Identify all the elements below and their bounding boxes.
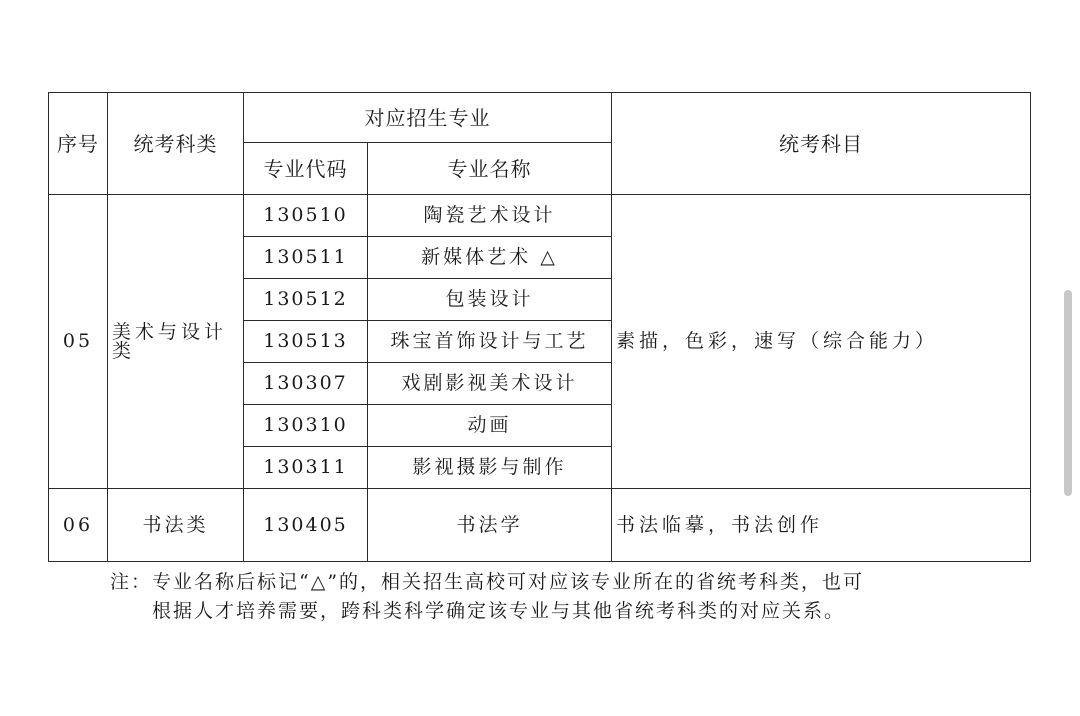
header-subjects: 统考科目 (612, 93, 1031, 195)
major-name-cell: 珠宝首饰设计与工艺 (368, 321, 612, 363)
table-row (49, 489, 1031, 562)
footnote-line-2: 根据人才培养需要，跨科类科学确定该专业与其他省统考科类的对应关系。 (152, 600, 846, 622)
major-code-cell: 130311 (244, 447, 368, 489)
major-code-cell: 130512 (244, 279, 368, 321)
header-seq: 序号 (49, 93, 108, 195)
major-name-cell: 陶瓷艺术设计 (368, 195, 612, 237)
table-row (49, 195, 1031, 237)
vertical-scrollbar[interactable] (1064, 290, 1072, 496)
major-name-cell: 包装设计 (368, 279, 612, 321)
footnote-line-1: 注：专业名称后标记“△”的，相关招生高校可对应该专业所在的省统考科类，也可 (110, 571, 865, 593)
header-row-1 (49, 93, 1031, 143)
major-code-cell: 130405 (244, 489, 368, 562)
major-code-cell: 130511 (244, 237, 368, 279)
footnote (110, 568, 980, 626)
header-code: 专业代码 (244, 143, 368, 195)
major-name-cell: 戏剧影视美术设计 (368, 363, 612, 405)
exam-category-table (48, 92, 1031, 562)
major-name-cell: 书法学 (368, 489, 612, 562)
group-subjects-cell: 书法临摹，书法创作 (612, 489, 1031, 562)
header-name: 专业名称 (368, 143, 612, 195)
header-major-group: 对应招生专业 (244, 93, 612, 143)
major-name-cell: 新媒体艺术 △ (368, 237, 612, 279)
major-code-cell: 130510 (244, 195, 368, 237)
major-name-cell: 影视摄影与制作 (368, 447, 612, 489)
major-code-cell: 130310 (244, 405, 368, 447)
major-name-cell: 动画 (368, 405, 612, 447)
group-category-cell: 书法类 (108, 489, 244, 562)
header-category: 统考科类 (108, 93, 244, 195)
group-seq-cell: 05 (49, 195, 108, 489)
group-seq-cell: 06 (49, 489, 108, 562)
major-code-cell: 130513 (244, 321, 368, 363)
group-category-cell: 美术与设计类 (108, 195, 244, 489)
group-subjects-cell: 素描，色彩，速写（综合能力） (612, 195, 1031, 489)
major-code-cell: 130307 (244, 363, 368, 405)
